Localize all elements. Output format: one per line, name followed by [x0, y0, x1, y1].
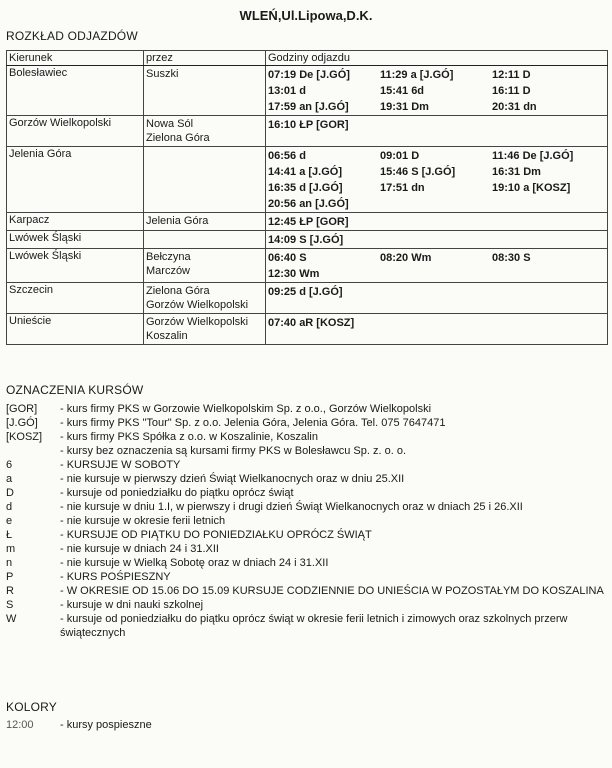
legend-code: W [6, 613, 17, 625]
legend-item [6, 528, 606, 542]
departure-time: 11:29 a [J.GÓ] [380, 69, 454, 81]
legend-text: - nie kursuje w dniu 1.I, w pierwszy i drugi dzień Świąt Wielkanocnych oraz w dniach 25 i 26.XII [60, 501, 523, 513]
legend-item [6, 444, 606, 458]
legend-code: d [6, 501, 13, 513]
legend-item [6, 486, 606, 500]
table-row [7, 314, 608, 345]
legend-text: - nie kursuje w pierwszy dzień Świąt Wielkanocnych oraz w dniu 25.XII [60, 473, 405, 485]
legend-code: Ł [6, 529, 13, 541]
via-stop: Marczów [146, 265, 191, 277]
departures-cell [266, 283, 608, 314]
destination-cell: Szczecin [7, 283, 144, 314]
table-row [7, 283, 608, 314]
departure-time: 07:40 aR [KOSZ] [268, 317, 355, 329]
destination-cell: Lwówek Śląski [7, 249, 144, 283]
legend-code: [KOSZ] [6, 431, 43, 443]
legend-text: - kurs firmy PKS w Gorzowie Wielkopolskim Sp. z o.o., Gorzów Wielkopolski [60, 403, 432, 415]
departures-cell [266, 213, 608, 231]
departure-time: 20:31 dn [492, 101, 537, 113]
legend-list [6, 402, 606, 640]
legend-code [6, 444, 60, 458]
legend-item [6, 556, 606, 570]
via-cell [144, 147, 266, 213]
legend-code: D [6, 487, 14, 499]
schedule-heading: ROZKŁAD ODJAZDÓW [6, 29, 138, 43]
via-cell [144, 66, 266, 116]
destination-cell: Lwówek Śląski [7, 231, 144, 249]
table-row [7, 249, 608, 283]
legend-code: a [6, 473, 13, 485]
departure-time: 16:10 ŁP [GOR] [268, 119, 349, 131]
legend-text: - kurs firmy PKS "Tour" Sp. z o.o. Jelenia Góra, Jelenia Góra. Tel. 075 7647471 [60, 417, 446, 429]
page-title: WLEŃ,Ul.Lipowa,D.K. [239, 8, 373, 23]
legend-text: - KURS POŚPIESZNY [60, 571, 171, 583]
departures-cell [266, 66, 608, 116]
departure-time: 14:41 a [J.GÓ] [268, 166, 342, 178]
timetable [6, 50, 608, 345]
destination-cell: Unieście [7, 314, 144, 345]
via-stop: Nowa Sól [146, 118, 194, 130]
legend-item [6, 514, 606, 528]
header-direction: Kierunek [7, 51, 144, 66]
legend-item [6, 542, 606, 556]
colors-heading: KOLORY [6, 700, 57, 714]
departures-cell [266, 249, 608, 283]
destination-cell: Gorzów Wielkopolski [7, 116, 144, 147]
departure-time: 06:40 S [268, 252, 307, 264]
legend-text: - nie kursuje w Wielką Sobotę oraz w dniach 24 i 31.XII [60, 557, 329, 569]
legend-item [6, 612, 606, 640]
departure-time: 15:46 S [J.GÓ] [380, 166, 456, 178]
departure-time: 12:45 ŁP [GOR] [268, 216, 349, 228]
via-stop: Zielona Góra [146, 285, 210, 297]
table-row [7, 231, 608, 249]
departure-time: 06:56 d [268, 150, 306, 162]
header-via: przez [144, 51, 266, 66]
via-stop: Zielona Góra [146, 132, 210, 144]
table-row [7, 116, 608, 147]
departure-time: 09:25 d [J.GÓ] [268, 286, 343, 298]
departures-cell [266, 231, 608, 249]
via-stop: Gorzów Wielkopolski [146, 316, 249, 328]
departure-time: 08:30 S [492, 252, 531, 264]
colors-text: - kursy pospieszne [60, 719, 152, 731]
via-cell [144, 314, 266, 345]
legend-item [6, 570, 606, 584]
departure-time: 16:35 d [J.GÓ] [268, 182, 343, 194]
legend-text: - kursuje od poniedziałku do piątku oprócz świąt w okresie ferii letnich i zimowych oraz szkolnych przerw świątecznych [60, 613, 568, 639]
legend-text: - kursuje w dni nauki szkolnej [60, 599, 204, 611]
destination-cell: Jelenia Góra [7, 147, 144, 213]
legend-code: P [6, 571, 14, 583]
departure-time: 11:46 De [J.GÓ] [492, 150, 574, 162]
via-stop: Bełczyna [146, 251, 191, 263]
legend-code: n [6, 557, 13, 569]
via-stop: Gorzów Wielkopolski [146, 299, 249, 311]
departure-time: 14:09 S [J.GÓ] [268, 234, 344, 246]
departure-time: 19:10 a [KOSZ] [492, 182, 571, 194]
legend-code: S [6, 599, 14, 611]
departure-time: 09:01 D [380, 150, 420, 162]
legend-text: - nie kursuje w dniach 24 i 31.XII [60, 543, 219, 555]
departure-time: 17:51 dn [380, 182, 425, 194]
table-row [7, 66, 608, 116]
legend-code: [GOR] [6, 403, 38, 415]
colors-code: 12:00 [6, 719, 34, 731]
legend-text: - KURSUJE W SOBOTY [60, 459, 181, 471]
departure-time: 16:11 D [492, 85, 531, 97]
legend-text: - nie kursuje w okresie ferii letnich [60, 515, 226, 527]
via-stop: Suszki [146, 68, 179, 80]
departures-cell [266, 314, 608, 345]
legend-item [6, 472, 606, 486]
legend-text: - kurs firmy PKS Spółka z o.o. w Koszalinie, Koszalin [60, 431, 318, 443]
legend-code: e [6, 515, 13, 527]
legend-code: [J.GÓ] [6, 417, 38, 429]
legend-item [6, 500, 606, 514]
legend-code: m [6, 543, 16, 555]
legend-text: - W OKRESIE OD 15.06 DO 15.09 KURSUJE CODZIENNIE DO UNIEŚCIA W POZOSTAŁYM DO KOSZALINA [60, 585, 604, 597]
legend-code: 6 [6, 459, 13, 471]
via-cell [144, 283, 266, 314]
table-row [7, 147, 608, 213]
legend-item [6, 402, 606, 416]
legend-item [6, 598, 606, 612]
colors-row [6, 719, 152, 731]
via-cell [144, 213, 266, 231]
departure-time: 12:11 D [492, 69, 531, 81]
legend-item [6, 430, 606, 444]
legend-code: R [6, 585, 14, 597]
legend-heading: OZNACZENIA KURSÓW [6, 383, 144, 397]
departure-time: 08:20 Wm [380, 252, 432, 264]
via-stop: Jelenia Góra [146, 215, 209, 227]
via-cell [144, 231, 266, 249]
header-times: Godziny odjazdu [266, 51, 608, 66]
destination-cell: Karpacz [7, 213, 144, 231]
destination-cell: Bolesławiec [7, 66, 144, 116]
via-stop: Koszalin [146, 330, 188, 342]
via-cell [144, 249, 266, 283]
table-row [7, 213, 608, 231]
departure-time: 13:01 d [268, 85, 306, 97]
legend-text: - kursuje od poniedziałku do piątku oprócz świąt [60, 487, 294, 499]
legend-text: - KURSUJE OD PIĄTKU DO PONIEDZIAŁKU OPRÓCZ ŚWIĄT [60, 529, 372, 541]
departures-cell [266, 147, 608, 213]
departure-time: 07:19 De [J.GÓ] [268, 69, 350, 81]
departure-time: 20:56 an [J.GÓ] [268, 198, 349, 210]
departures-cell [266, 116, 608, 147]
timetable-header [7, 51, 608, 66]
departure-time: 19:31 Dm [380, 101, 429, 113]
legend-item [6, 584, 606, 598]
departure-time: 16:31 Dm [492, 166, 541, 178]
legend-text: - kursy bez oznaczenia są kursami firmy PKS w Bolesławcu Sp. z. o. o. [60, 445, 407, 457]
via-cell [144, 116, 266, 147]
departure-time: 15:41 6d [380, 85, 425, 97]
legend-item [6, 416, 606, 430]
legend-item [6, 458, 606, 472]
departure-time: 12:30 Wm [268, 268, 320, 280]
departure-time: 17:59 an [J.GÓ] [268, 101, 349, 113]
